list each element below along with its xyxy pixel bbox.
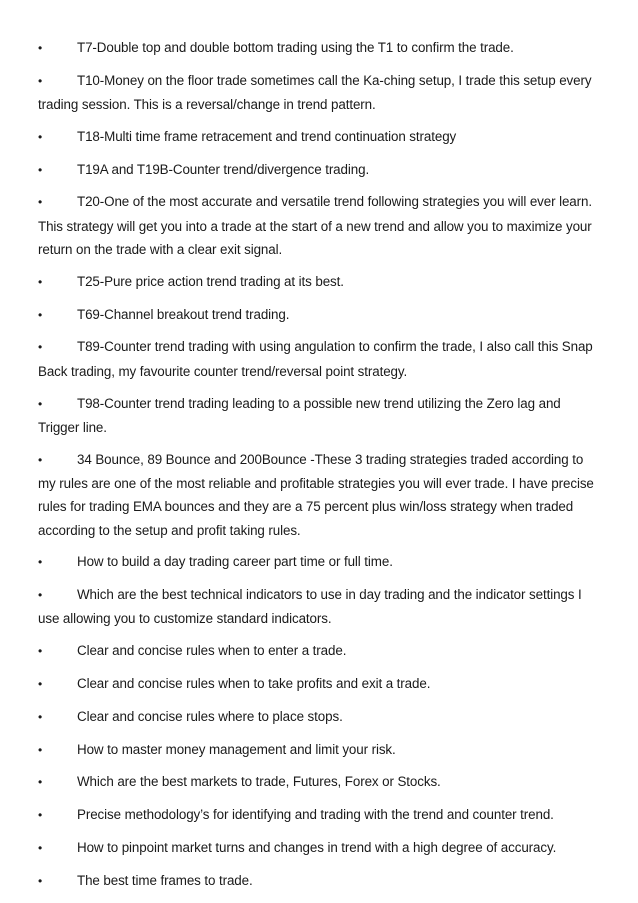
bullet: • [38,677,43,692]
item-text: How to pinpoint market turns and changes in trend with a high degree of accuracy. [77,840,557,856]
item-text: T20-One of the most accurate and versatile trend following strategies you will ever learn. This strategy will get you into a trade at the start of a new trend and allow you to maximize your return on the trade with a clear exit signal. [38,194,592,258]
list-item [38,125,604,149]
list-item [38,190,604,261]
bullet: • [38,396,43,411]
document-page [38,36,604,902]
bullet: • [38,709,43,724]
item-text: T98-Counter trend trading leading to a possible new trend utilizing the Zero lag and Trigger line. [38,395,561,435]
bullet: • [38,452,43,467]
bullet: • [38,340,43,355]
item-text: How to build a day trading career part time or full time. [77,554,393,570]
list-item [38,803,604,827]
bullet: • [38,73,43,88]
bullet: • [38,588,43,603]
item-text: T25-Pure price action trend trading at its best. [77,273,344,289]
bullet: • [38,742,43,757]
item-text: 34 Bounce, 89 Bounce and 200Bounce -These 3 trading strategies traded according to my rules are one of the most reliable and profitable strategies you will ever trade. I have precise rules for trading EMA bounces and they are a 75 percent plus win/loss strategy when traded according to the setup and profit taking rules. [38,451,594,538]
bullet: • [38,162,43,177]
bullet: • [38,129,43,144]
list-item [38,303,604,327]
item-text: Which are the best markets to trade, Futures, Forex or Stocks. [77,774,441,790]
item-text: Clear and concise rules where to place stops. [77,708,343,724]
list-item [38,639,604,663]
list-item [38,69,604,117]
list-item [38,583,604,631]
bullet: • [38,841,43,856]
item-text: Clear and concise rules when to enter a trade. [77,643,347,659]
bullet: • [38,775,43,790]
list-item [38,836,604,860]
item-text: T18-Multi time frame retracement and trend continuation strategy [77,128,457,144]
bullet: • [38,644,43,659]
list-item [38,392,604,440]
item-text: T7-Double top and double bottom trading using the T1 to confirm the trade. [77,40,514,55]
bullet: • [38,808,43,823]
item-text: T19A and T19B-Counter trend/divergence trading. [77,161,370,177]
list-item [38,36,604,60]
item-text: Precise methodology’s for identifying and trading with the trend and counter trend. [77,807,554,823]
item-text: Clear and concise rules when to take profits and exit a trade. [77,676,431,692]
bullet: • [38,555,43,570]
item-text: The best time frames to trade. [77,872,253,888]
bullet: • [38,873,43,888]
item-text: How to master money management and limit your risk. [77,741,396,757]
list-item [38,738,604,762]
item-text: T10-Money on the floor trade sometimes call the Ka-ching setup, I trade this setup every trading session. This is a reversal/change in trend pattern. [38,72,592,113]
list-item [38,550,604,574]
bullet: • [38,41,43,55]
list-item [38,335,604,383]
bullet: • [38,195,43,210]
list-item [38,672,604,696]
bullet: • [38,307,43,322]
list-item [38,770,604,794]
item-text: T89-Counter trend trading with using angulation to confirm the trade, I also call this Snap Back trading, my favourite counter trend/reversal point strategy. [38,339,593,379]
list-item [38,869,604,893]
list-item [38,158,604,182]
bullet: • [38,274,43,289]
item-text: T69-Channel breakout trend trading. [77,306,290,322]
item-text: Which are the best technical indicators to use in day trading and the indicator settings I use allowing you to customize standard indicators. [38,587,582,627]
list-item [38,448,604,542]
list-item [38,705,604,729]
list-item [38,270,604,294]
